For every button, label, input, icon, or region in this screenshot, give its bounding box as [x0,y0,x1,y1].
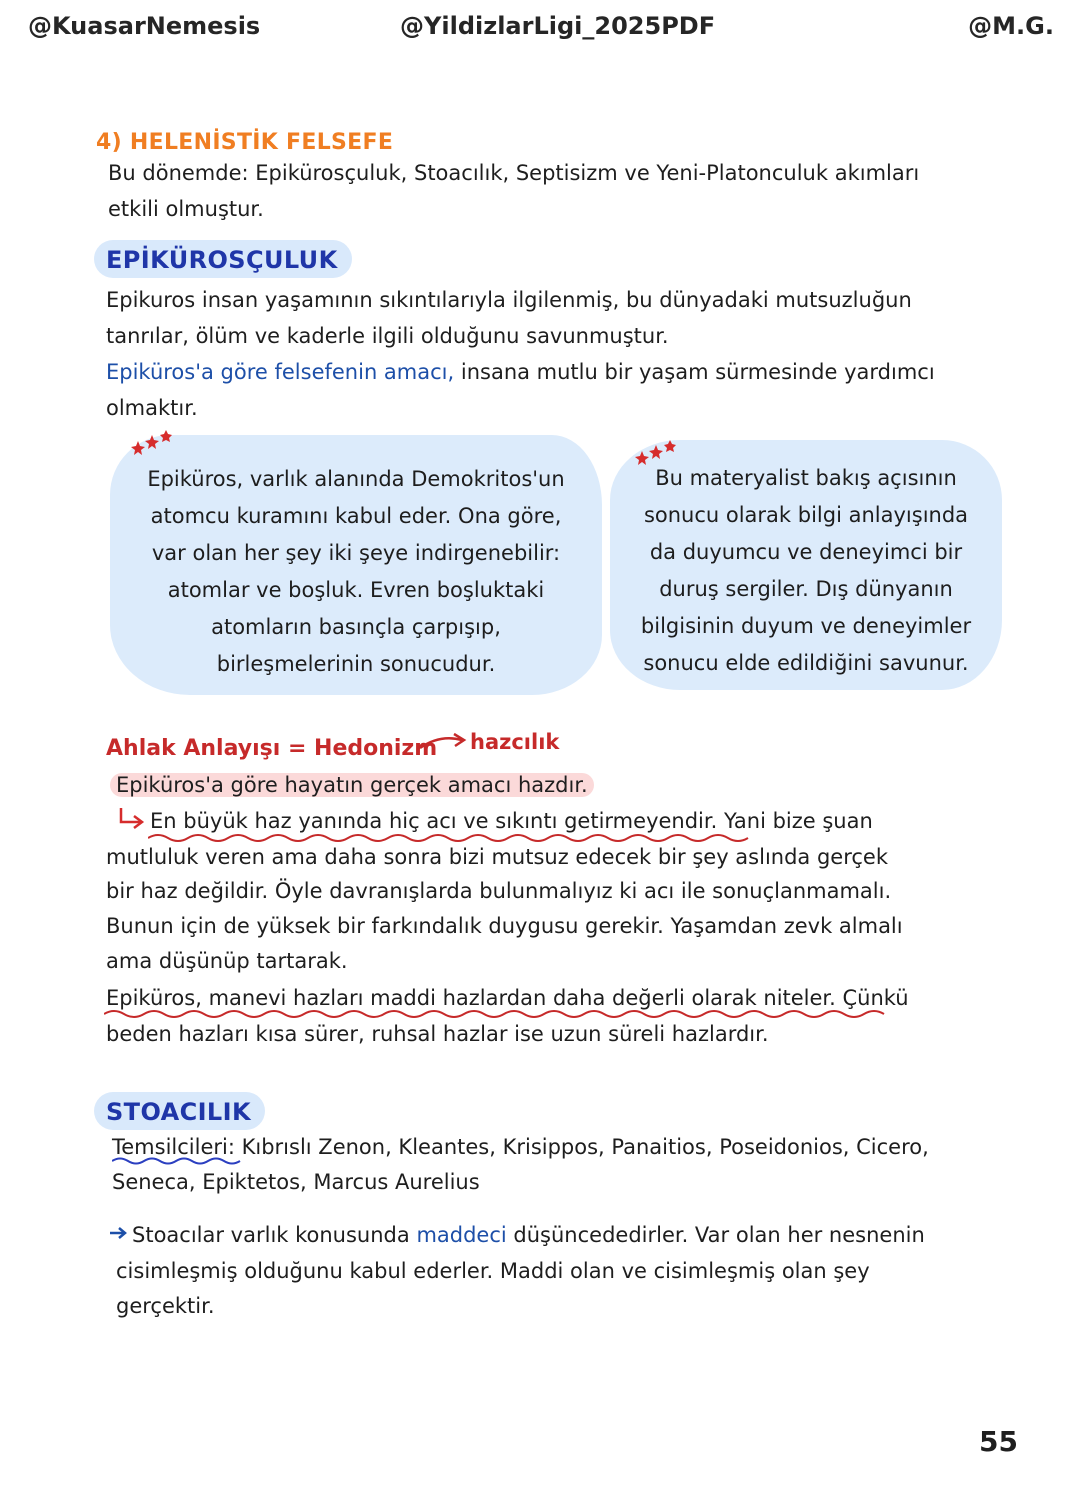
star-doodle-icon [128,430,176,460]
epikuros-p1-line2: tanrılar, ölüm ve kaderle ilgili olduğunu savunmuştur. [106,324,669,348]
ahlak-line2: mutluluk veren ama daha sonra bizi mutsuz edecek bir şey aslında gerçek [106,845,889,869]
stoa-p-line3: gerçektir. [116,1294,215,1318]
header-handle-right: @M.G. [968,12,1054,40]
bubble1-line: var olan her şey iki şeye indirgenebilir: [151,541,561,565]
epikuros-p2-emphasis: Epiküros'a göre felsefenin amacı, [106,360,455,384]
section-intro-line2: etkili olmuştur. [108,197,264,221]
hazcilik-note: hazcılık [470,730,560,754]
ahlak-line1-rest: Yani bize şuan [717,809,873,833]
bubble2-line: da duyumcu ve deneyimci bir [649,540,963,564]
return-arrow-icon [116,806,148,832]
ahlak-line3: bir haz değildir. Öyle davranışlarda bulunmalıyız ki acı ile sonuçlanmamalı. [106,879,892,903]
section-title: 4) HELENİSTİK FELSEFE [96,130,394,155]
duyumcu-bilgi-bubble [610,440,1002,690]
arrow-right-icon [108,1225,130,1241]
bubble2-line: duruş sergiler. Dış dünyanın [659,577,953,601]
header-handle-left: @KuasarNemesis [28,12,261,40]
arrow-right-icon [418,730,468,754]
stoa-p-post: düşüncededirler. Var olan her nesnenin [506,1223,925,1247]
stoa-p-line1 [132,1217,925,1253]
bubble1-line: atomlar ve boşluk. Evren boşluktaki [167,578,545,602]
atomcu-kuram-bubble [110,435,602,695]
hedonizm-highlight: Epiküros'a göre hayatın gerçek amacı hazdır. [110,773,594,797]
header-handle-middle: @YildizlarLigi_2025PDF [400,12,716,40]
ahlak-line5: ama düşünüp tartarak. [106,949,348,973]
bubble2-line: sonucu elde edildiğini savunur. [643,651,969,675]
bubble2-line: sonucu olarak bilgi anlayışında [643,503,969,527]
stoa-p-line2: cisimleşmiş olduğunu kabul ederler. Maddi olan ve cisimleşmiş olan şey [116,1259,870,1283]
ahlak-line4: Bunun için de yüksek bir farkındalık duygusu gerekir. Yaşamdan zevk almalı [106,914,903,938]
star-doodle-icon [632,440,680,470]
bubble2-line: bilgisinin duyum ve deneyimler [640,614,972,638]
stoacilik-heading: STOACILIK [94,1092,265,1130]
ahlak-title: Ahlak Anlayışı = Hedonizm [106,736,438,761]
epikuros-p2-line1 [106,354,935,390]
ahlak-line6-rest: Çünkü [835,986,909,1010]
epikuros-p2-line2: olmaktır. [106,396,198,420]
bubble1-line: atomların basınçla çarpışıp, [211,615,501,639]
hedonizm-highlight-line [110,767,594,803]
epikurosculuk-heading: EPİKÜROSÇULUK [94,240,352,278]
underlined-manevi-haz: Epiküros, manevi hazları maddi hazlardan daha değerli olarak niteler. [106,986,836,1010]
maddeci-emphasis: maddeci [416,1223,507,1247]
bubble1-line: atomcu kuramını kabul eder. Ona göre, [150,504,562,528]
bubble1-line: birleşmelerinin sonucudur. [216,652,496,676]
epikuros-p2-rest: insana mutlu bir yaşam sürmesinde yardımcı [454,360,935,384]
underlined-haz-definition: En büyük haz yanında hiç acı ve sıkıntı getirmeyendir. [150,809,718,833]
ahlak-line7: beden hazları kısa sürer, ruhsal hazlar ise uzun süreli hazlardır. [106,1022,769,1046]
bubble2-line: Bu materyalist bakış açısının [655,466,957,490]
bubble1-line: Epiküros, varlık alanında Demokritos'un [147,467,565,491]
section-intro-line1: Bu dönemde: Epikürosçuluk, Stoacılık, Septisizm ve Yeni-Platonculuk akımları [108,161,920,185]
temsilcileri-label: Temsilcileri: [112,1135,235,1159]
page-number: 55 [979,1425,1018,1458]
stoa-p-pre: Stoacılar varlık konusunda [132,1223,417,1247]
temsilcileri-list: Kıbrıslı Zenon, Kleantes, Krisippos, Panaitios, Poseidonios, Cicero, [234,1135,929,1159]
stoa-temsil-line2: Seneca, Epiktetos, Marcus Aurelius [112,1170,480,1194]
epikuros-p1-line1: Epikuros insan yaşamının sıkıntılarıyla ilgilenmiş, bu dünyadaki mutsuzluğun [106,288,912,312]
